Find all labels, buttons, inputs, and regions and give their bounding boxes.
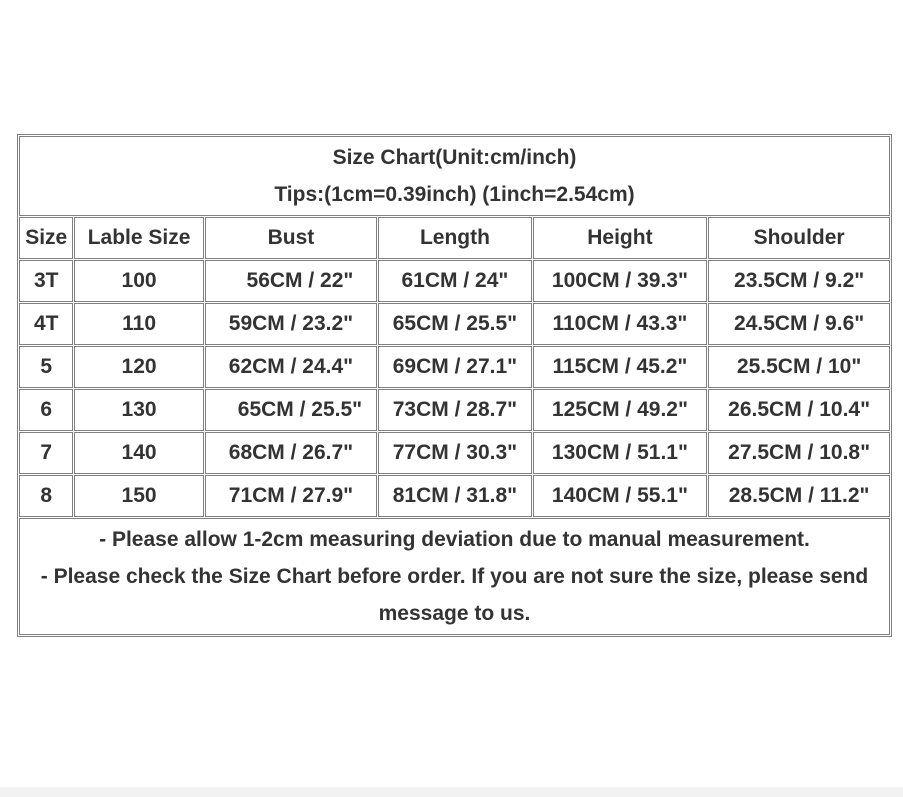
notes-cell [19, 518, 890, 635]
table-row [19, 303, 890, 345]
cell-height: 140CM / 55.1" [533, 475, 708, 517]
cell-size: 7 [19, 432, 73, 474]
cell-shoulder: 27.5CM / 10.8" [708, 432, 890, 474]
notes-row [19, 518, 890, 635]
cell-length: 81CM / 31.8" [378, 475, 531, 517]
cell-height: 125CM / 49.2" [533, 389, 708, 431]
cell-shoulder: 25.5CM / 10" [708, 346, 890, 388]
header-bust: Bust [205, 217, 378, 259]
cell-length: 69CM / 27.1" [378, 346, 531, 388]
cell-bust: 56CM / 22" [205, 260, 378, 302]
cell-length: 65CM / 25.5" [378, 303, 531, 345]
header-shoulder: Shoulder [708, 217, 890, 259]
cell-label-size: 140 [74, 432, 203, 474]
bottom-strip [0, 787, 903, 797]
size-chart-table [17, 134, 892, 637]
cell-length: 61CM / 24" [378, 260, 531, 302]
note-check-size: - Please check the Size Chart before order. If you are not sure the size, please send message to us. [40, 565, 869, 625]
cell-height: 110CM / 43.3" [533, 303, 708, 345]
cell-height: 130CM / 51.1" [533, 432, 708, 474]
cell-shoulder: 28.5CM / 11.2" [708, 475, 890, 517]
chart-title: Size Chart(Unit:cm/inch) [332, 146, 577, 169]
header-size: Size [19, 217, 73, 259]
cell-bust: 65CM / 25.5" [205, 389, 378, 431]
cell-bust: 68CM / 26.7" [205, 432, 378, 474]
cell-label-size: 130 [74, 389, 203, 431]
cell-label-size: 150 [74, 475, 203, 517]
cell-size: 6 [19, 389, 73, 431]
header-label-size: Lable Size [74, 217, 203, 259]
cell-size: 3T [19, 260, 73, 302]
cell-shoulder: 26.5CM / 10.4" [708, 389, 890, 431]
cell-length: 73CM / 28.7" [378, 389, 531, 431]
header-length: Length [378, 217, 531, 259]
cell-size: 5 [19, 346, 73, 388]
cell-bust: 62CM / 24.4" [205, 346, 378, 388]
cell-label-size: 120 [74, 346, 203, 388]
cell-height: 100CM / 39.3" [533, 260, 708, 302]
cell-label-size: 110 [74, 303, 203, 345]
chart-tips: Tips:(1cm=0.39inch) (1inch=2.54cm) [274, 183, 635, 206]
header-height: Height [533, 217, 708, 259]
cell-length: 77CM / 30.3" [378, 432, 531, 474]
cell-height: 115CM / 45.2" [533, 346, 708, 388]
table-row [19, 389, 890, 431]
table-row [19, 475, 890, 517]
title-row [19, 136, 890, 216]
cell-size: 8 [19, 475, 73, 517]
cell-size: 4T [19, 303, 73, 345]
cell-label-size: 100 [74, 260, 203, 302]
table-row [19, 260, 890, 302]
note-deviation: - Please allow 1-2cm measuring deviation due to manual measurement. [99, 528, 810, 551]
table-row [19, 432, 890, 474]
cell-shoulder: 24.5CM / 9.6" [708, 303, 890, 345]
header-row [19, 217, 890, 259]
table-row [19, 346, 890, 388]
chart-title-cell [19, 136, 890, 216]
cell-shoulder: 23.5CM / 9.2" [708, 260, 890, 302]
cell-bust: 59CM / 23.2" [205, 303, 378, 345]
cell-bust: 71CM / 27.9" [205, 475, 378, 517]
